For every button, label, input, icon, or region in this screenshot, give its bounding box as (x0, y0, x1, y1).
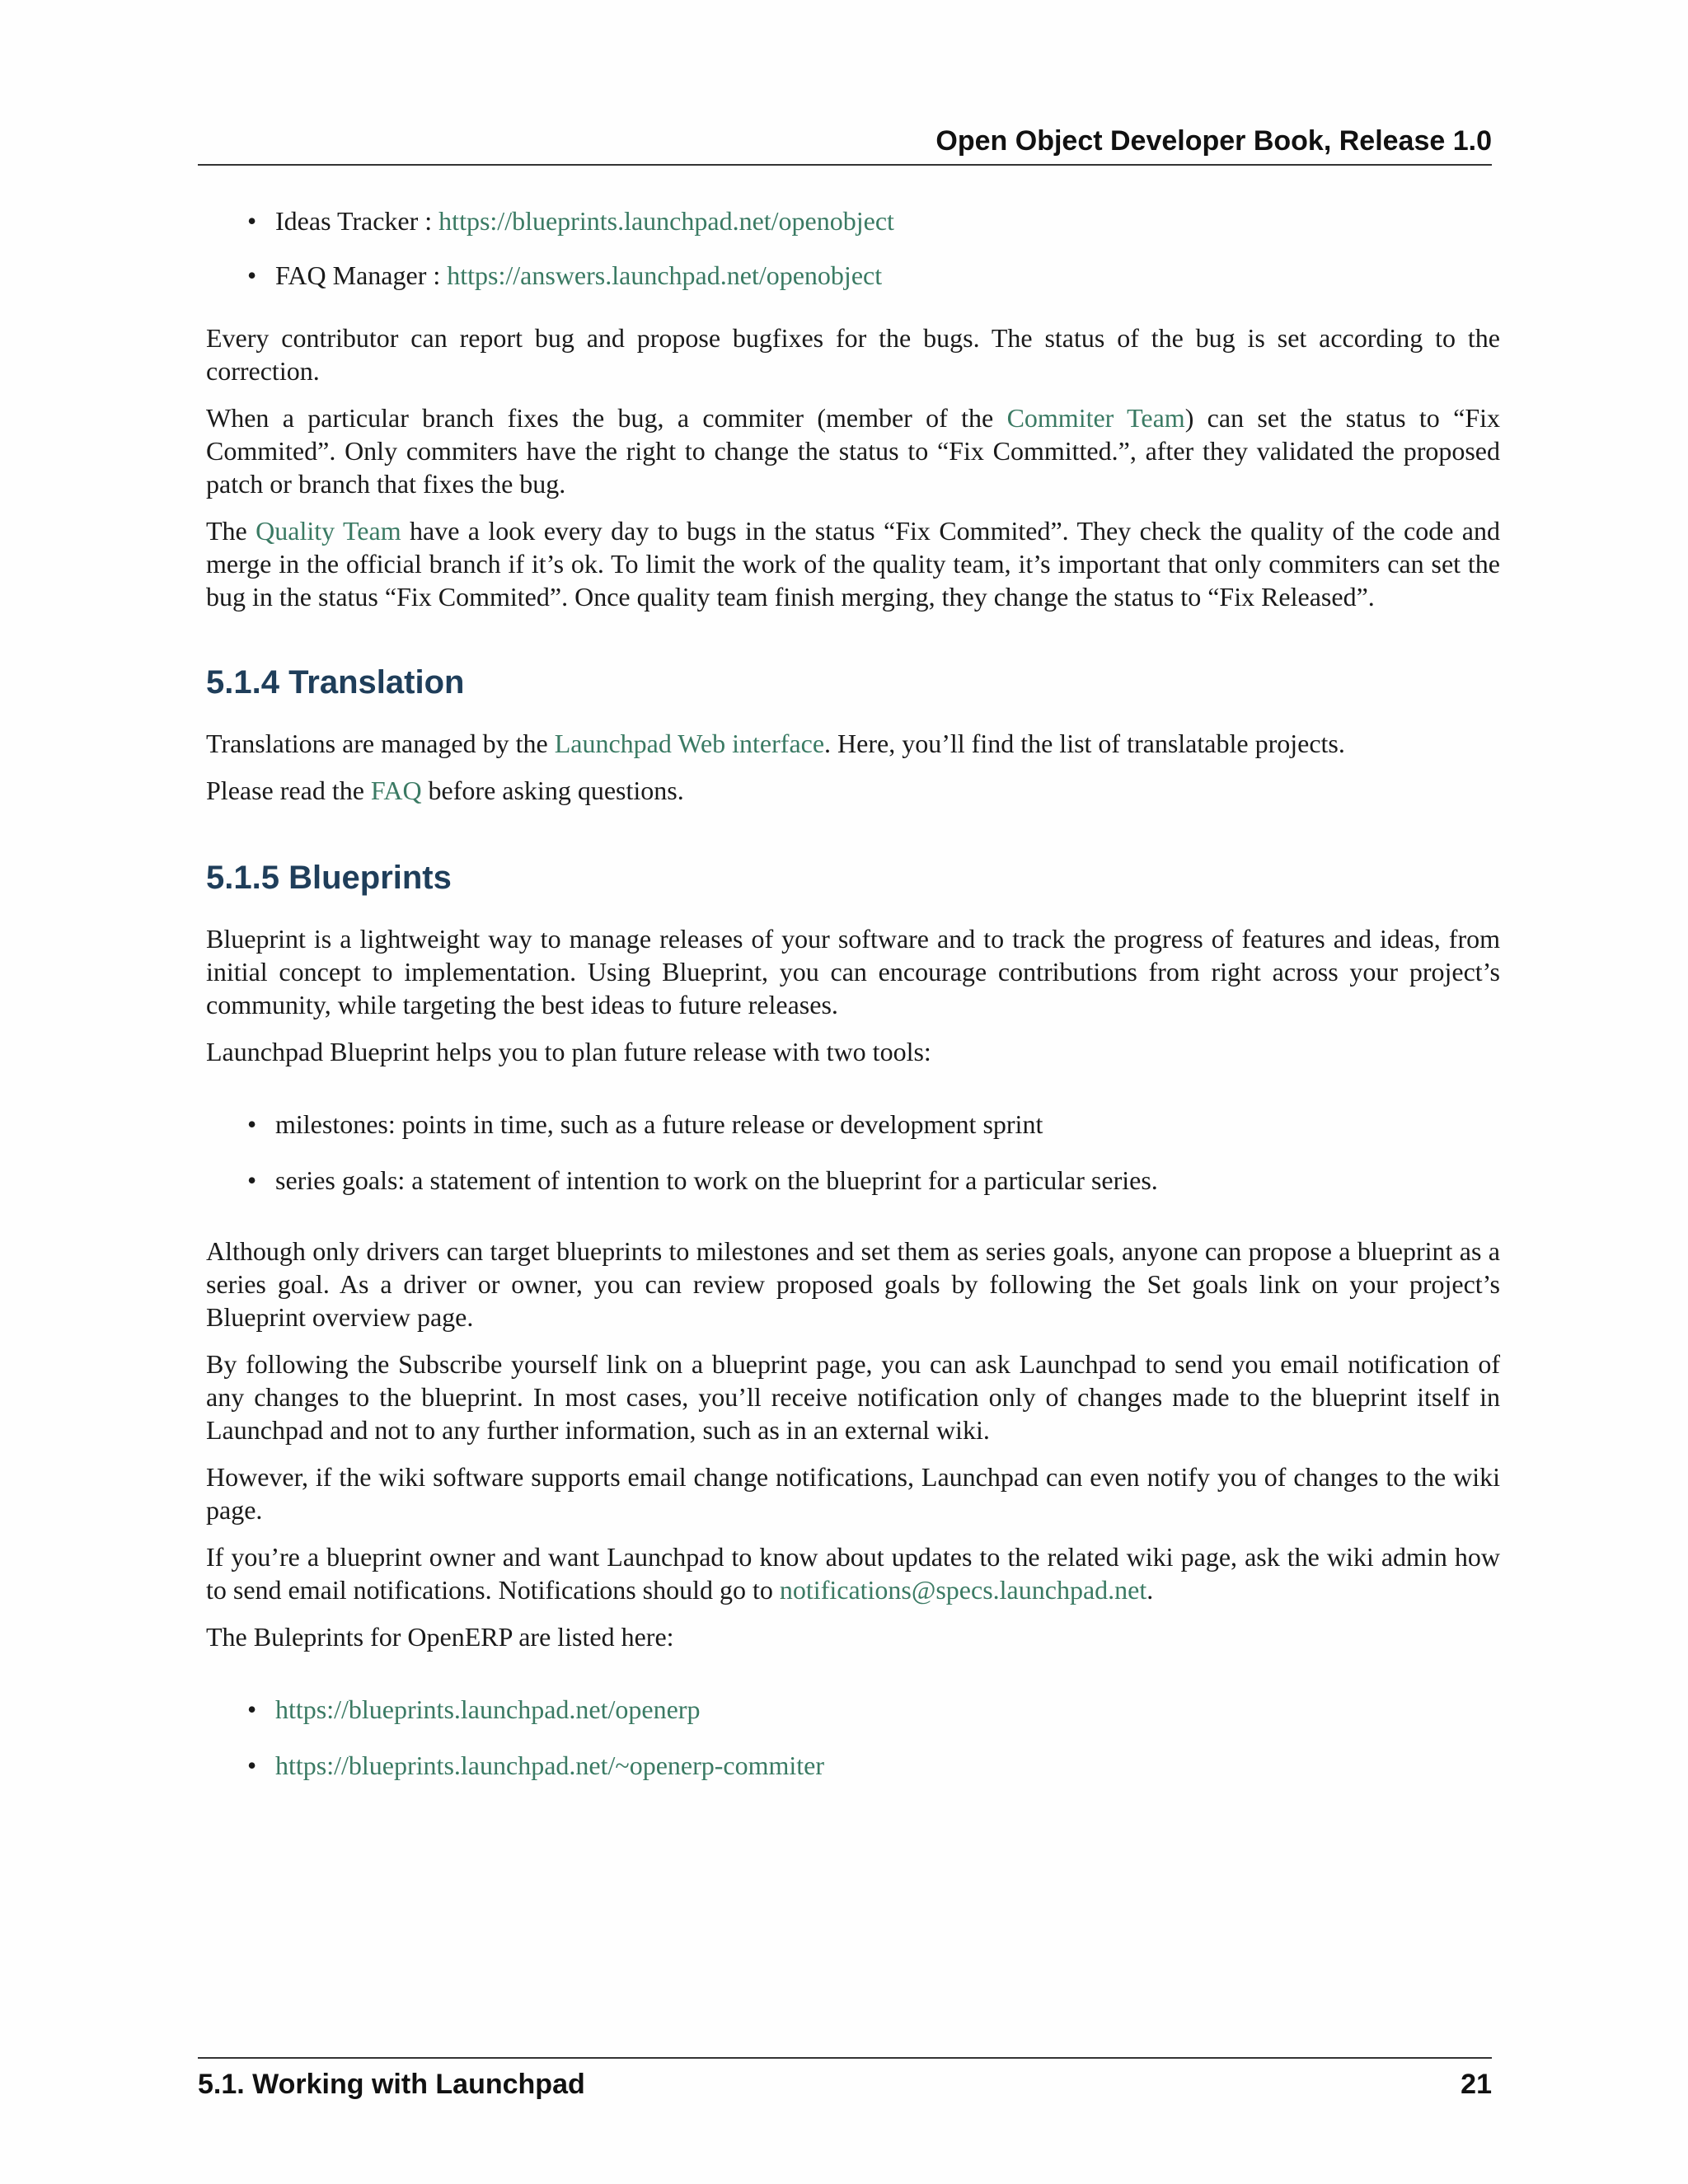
openerp-blueprints-link[interactable]: https://blueprints.launchpad.net/openerp (275, 1694, 701, 1724)
bullet: • (247, 206, 257, 236)
page-number: 21 (1461, 2069, 1492, 2100)
text-segment: ) can set the status to “Fix Commited”. Only commiters have the right to change the status to “Fix Committed.”, after they validated the proposed patch or branch that fixes the bug. (206, 403, 1501, 499)
bullet: • (247, 1109, 257, 1139)
running-footer (198, 2057, 1492, 2101)
text-segment: If you’re a blueprint owner and want Launchpad to know about updates to the related wiki page, ask the wiki admin how to send email notifications. Notifications should go to (206, 1542, 1500, 1605)
list-item (206, 1749, 1500, 1782)
section-heading-translation: 5.1.4 Translation (206, 664, 465, 701)
list-item (206, 1693, 1500, 1726)
text-segment: . Here, you’ll find the list of translatable projects. (824, 729, 1345, 758)
openerp-commiter-blueprints-link[interactable]: https://blueprints.launchpad.net/~openerp-commiter (275, 1750, 825, 1780)
tools-list (206, 1108, 1500, 1197)
paragraph-subscribe: By following the Subscribe yourself link on a blueprint page, you can ask Launchpad to send you email notification of any changes to the blueprint. In most cases, you’ll receive notification only of changes made to the blueprint itself in Launchpad and not to any further information, such as in an external wiki. (206, 1349, 1500, 1445)
list-item (206, 1164, 1500, 1197)
faq-manager-link[interactable]: https://answers.launchpad.net/openobject (447, 260, 883, 290)
bullet: • (247, 260, 257, 290)
text-segment: Please read the (206, 776, 371, 805)
paragraph-wiki: However, if the wiki software supports email change notifications, Launchpad can even notify you of changes to the wiki page. (206, 1462, 1500, 1525)
header-title: Open Object Developer Book, Release 1.0 (935, 125, 1492, 157)
tracker-list (206, 204, 1500, 292)
paragraph-blueprint-intro: Blueprint is a lightweight way to manage releases of your software and to track the progress of features and ideas, from initial concept to implementation. Using Blueprint, you can encourage contributions from right across your project’s community, while targeting the best ideas to future releases. (206, 924, 1500, 1019)
notifications-email-link[interactable]: notifications@specs.launchpad.net (779, 1575, 1147, 1605)
section-heading-blueprints: 5.1.5 Blueprints (206, 860, 452, 896)
page-content (206, 204, 1500, 1805)
ideas-tracker-link[interactable]: https://blueprints.launchpad.net/openobject (438, 206, 894, 236)
bullet: • (247, 1750, 257, 1780)
list-item (206, 259, 1500, 292)
footer-section-title: 5.1. Working with Launchpad (198, 2069, 585, 2100)
text-segment: have a look every day to bugs in the status “Fix Commited”. They check the quality of the code and merge in the official branch if it’s ok. To limit the work of the quality team, it’s important that only commiters can set the bug in the status “Fix Commited”. Once quality team finish merging, they change the status to “Fix Released”. (206, 516, 1500, 612)
text-segment: before asking questions. (421, 776, 684, 805)
bullet: • (247, 1165, 257, 1195)
faq-link[interactable]: FAQ (370, 776, 422, 805)
list-item-label: FAQ Manager : (275, 260, 448, 290)
paragraph-contributor: Every contributor can report bug and propose bugfixes for the bugs. The status of the bug is set according to the correction. (206, 323, 1500, 386)
quality-team-link[interactable]: Quality Team (256, 516, 401, 546)
paragraph-drivers: Although only drivers can target blueprints to milestones and set them as series goals, anyone can propose a blueprint as a series goal. As a driver or owner, you can review proposed goals by following the Set goals link on your project’s Blueprint overview page. (206, 1236, 1500, 1332)
paragraph-blueprint-tools: Launchpad Blueprint helps you to plan future release with two tools: (206, 1037, 931, 1066)
text-segment: . (1146, 1575, 1154, 1605)
bullet: • (247, 1694, 257, 1724)
text-segment: Translations are managed by the (206, 729, 555, 758)
paragraph-quality (206, 514, 1500, 613)
text-segment: When a particular branch fixes the bug, a commiter (member of the (206, 403, 1007, 433)
paragraph-translation (206, 727, 1500, 760)
commiter-team-link[interactable]: Commiter Team (1006, 403, 1185, 433)
text-segment: The (206, 516, 256, 546)
list-item-text: series goals: a statement of intention to work on the blueprint for a particular series. (275, 1165, 1158, 1195)
paragraph-owner (206, 1540, 1500, 1606)
blueprint-links-list (206, 1693, 1500, 1782)
running-header (198, 125, 1492, 166)
paragraph-listed: The Buleprints for OpenERP are listed here: (206, 1622, 674, 1652)
paragraph-faq (206, 774, 1500, 807)
paragraph-branch (206, 401, 1500, 500)
list-item (206, 1108, 1500, 1141)
list-item-label: Ideas Tracker : (275, 206, 439, 236)
launchpad-web-interface-link[interactable]: Launchpad Web interface (554, 729, 825, 758)
list-item (206, 204, 1500, 237)
list-item-text: milestones: points in time, such as a future release or development sprint (275, 1109, 1043, 1139)
